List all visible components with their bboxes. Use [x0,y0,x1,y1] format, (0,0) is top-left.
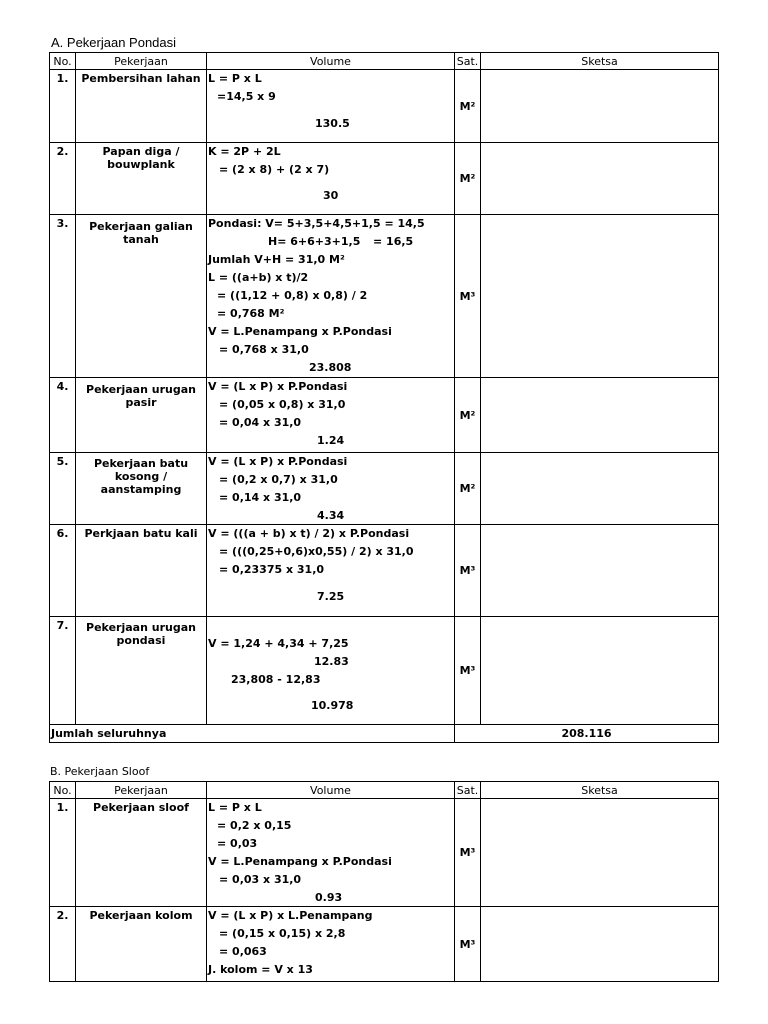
header-pekerjaan: Pekerjaan [76,53,207,70]
volume-result: 30 [323,189,339,202]
volume-line: V = L.Penampang x P.Pondasi [208,325,392,338]
volume-result: 1.24 [317,434,345,447]
volume-line: 23,808 - 12,83 [231,673,321,686]
volume-line: = 0,768 M² [217,307,285,320]
header-sketsa: Sketsa [481,782,719,799]
header-no: No. [50,53,76,70]
header-sat: Sat. [455,53,481,70]
volume-result: 12.83 [314,655,349,668]
row-pekerjaan: Pekerjaan urugan pasir [76,378,207,453]
volume-line: = 0,23375 x 31,0 [219,563,325,576]
row-unit: M² [455,453,481,525]
header-volume: Volume [207,53,455,70]
volume-line: V = 1,24 + 4,34 + 7,25 [208,637,349,650]
row-unit: M² [455,70,481,143]
row-no: 4. [50,378,76,453]
row-volume [207,907,455,982]
volume-line: K = 2P + 2L [208,145,281,158]
volume-line: Pondasi: V= 5+3,5+4,5+1,5 = 14,5 [208,217,425,230]
row-sketsa [481,70,719,143]
volume-line: = 16,5 [373,235,414,248]
volume-line: H= 6+6+3+1,5 [268,235,361,248]
volume-line: J. kolom = V x 13 [208,963,313,976]
row-sketsa [481,525,719,617]
volume-line: = 0,03 [217,837,258,850]
total-label: Jumlah seluruhnya [50,725,455,743]
table-header-row [50,53,719,70]
row-volume [207,799,455,907]
row-no: 7. [50,617,76,725]
volume-line: = 0,03 x 31,0 [219,873,302,886]
row-sketsa [481,215,719,378]
table-row [50,525,719,617]
section-a-table [49,52,719,743]
volume-line: L = P x L [208,801,262,814]
row-unit: M² [455,378,481,453]
volume-line: = (((0,25+0,6)x0,55) / 2) x 31,0 [219,545,414,558]
volume-line: V = (L x P) x L.Penampang [208,909,373,922]
volume-line: = (0,15 x 0,15) x 2,8 [219,927,346,940]
volume-line: = (0,2 x 0,7) x 31,0 [219,473,338,486]
row-no: 2. [50,907,76,982]
row-volume [207,143,455,215]
row-sketsa [481,143,719,215]
row-pekerjaan: Perkjaan batu kali [76,525,207,617]
row-pekerjaan: Pekerjaan batu kosong / aanstamping [76,453,207,525]
row-no: 1. [50,799,76,907]
volume-line: = ((1,12 + 0,8) x 0,8) / 2 [217,289,368,302]
section-a-title: A. Pekerjaan Pondasi [51,35,177,50]
table-header-row [50,782,719,799]
header-volume: Volume [207,782,455,799]
volume-result: 4.34 [317,509,345,522]
header-no: No. [50,782,76,799]
row-pekerjaan: Pekerjaan kolom [76,907,207,982]
volume-line: V = L.Penampang x P.Pondasi [208,855,392,868]
row-no: 6. [50,525,76,617]
volume-line: L = ((a+b) x t)/2 [208,271,309,284]
volume-result: 7.25 [317,590,345,603]
row-volume [207,378,455,453]
row-unit: M³ [455,907,481,982]
row-pekerjaan: Pekerjaan sloof [76,799,207,907]
row-sketsa [481,378,719,453]
row-volume [207,215,455,378]
volume-line: = (0,05 x 0,8) x 31,0 [219,398,346,411]
section-b-table [49,781,719,982]
volume-line: = 0,063 [219,945,267,958]
row-no: 3. [50,215,76,378]
section-b-title: B. Pekerjaan Sloof [50,765,150,778]
row-sketsa [481,799,719,907]
volume-line: =14,5 x 9 [217,90,276,103]
table-row [50,70,719,143]
row-volume [207,525,455,617]
volume-result: 0.93 [315,891,343,904]
header-sketsa: Sketsa [481,53,719,70]
table-row [50,907,719,982]
row-pekerjaan: Pekerjaan urugan pondasi [76,617,207,725]
header-sat: Sat. [455,782,481,799]
volume-line: = 0,14 x 31,0 [219,491,302,504]
volume-line: V = (L x P) x P.Pondasi [208,380,348,393]
row-volume [207,453,455,525]
row-sketsa [481,907,719,982]
table-row [50,617,719,725]
volume-result: 10.978 [311,699,354,712]
total-value: 208.116 [455,725,719,743]
row-unit: M² [455,143,481,215]
table-row [50,143,719,215]
volume-line: = 0,04 x 31,0 [219,416,302,429]
volume-line: V = (L x P) x P.Pondasi [208,455,348,468]
row-volume [207,70,455,143]
volume-result: 130.5 [315,117,350,130]
row-unit: M³ [455,215,481,378]
header-pekerjaan: Pekerjaan [76,782,207,799]
row-pekerjaan: Pekerjaan galian tanah [76,215,207,378]
table-row [50,378,719,453]
row-unit: M³ [455,617,481,725]
row-pekerjaan: Papan diga / bouwplank [76,143,207,215]
row-no: 5. [50,453,76,525]
volume-line: V = (((a + b) x t) / 2) x P.Pondasi [208,527,410,540]
table-row [50,799,719,907]
row-no: 2. [50,143,76,215]
row-pekerjaan: Pembersihan lahan [76,70,207,143]
row-unit: M³ [455,525,481,617]
total-row [50,725,719,743]
volume-line: L = P x L [208,72,262,85]
volume-line: = 0,2 x 0,15 [217,819,292,832]
row-sketsa [481,617,719,725]
volume-line: Jumlah V+H = 31,0 M² [208,253,345,266]
row-no: 1. [50,70,76,143]
row-volume [207,617,455,725]
volume-line: = 0,768 x 31,0 [219,343,309,356]
volume-result: 23.808 [309,361,352,374]
row-unit: M³ [455,799,481,907]
table-row [50,453,719,525]
row-sketsa [481,453,719,525]
volume-line: = (2 x 8) + (2 x 7) [219,163,330,176]
table-row [50,215,719,378]
